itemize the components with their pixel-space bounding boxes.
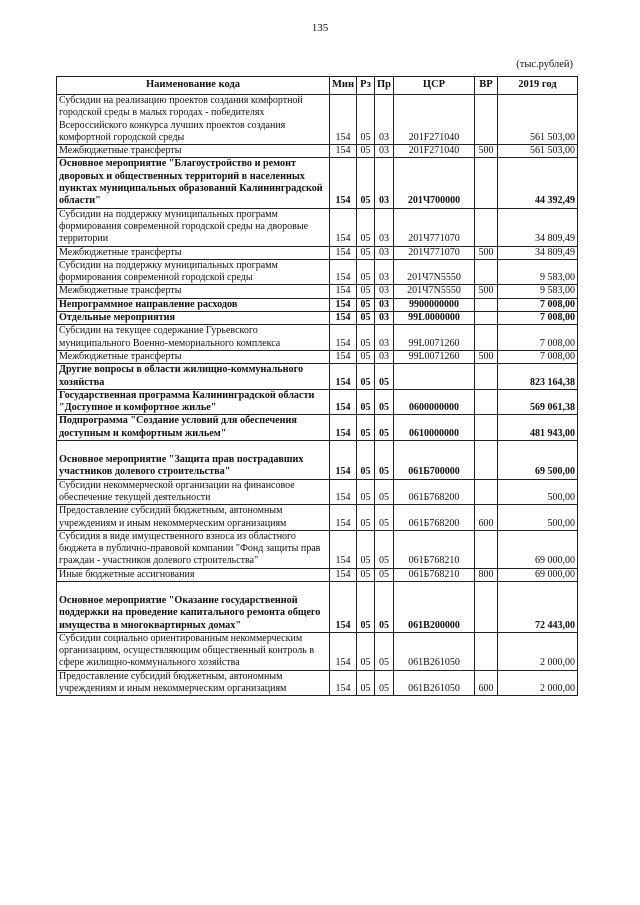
cell-amount: 500,00 bbox=[498, 505, 578, 531]
cell-amount: 9 583,00 bbox=[498, 285, 578, 298]
cell-amount: 7 008,00 bbox=[498, 350, 578, 363]
cell-amount: 500,00 bbox=[498, 479, 578, 505]
cell-pr: 05 bbox=[375, 364, 394, 390]
cell-rz: 05 bbox=[357, 364, 375, 390]
cell-amount: 481 943,00 bbox=[498, 415, 578, 441]
table-row bbox=[57, 530, 578, 568]
cell-csr: 99L0071260 bbox=[394, 325, 475, 351]
cell-amount: 44 392,49 bbox=[498, 158, 578, 208]
table-row bbox=[57, 670, 578, 696]
cell-name: Основное мероприятие "Защита прав пострадавших участников долевого строительства" bbox=[57, 441, 330, 480]
cell-pr: 03 bbox=[375, 95, 394, 145]
cell-rz: 05 bbox=[357, 350, 375, 363]
cell-amount: 561 503,00 bbox=[498, 145, 578, 158]
table-row bbox=[57, 441, 578, 480]
cell-pr: 03 bbox=[375, 285, 394, 298]
cell-amount: 69 500,00 bbox=[498, 441, 578, 480]
cell-min: 154 bbox=[330, 581, 357, 632]
cell-vr bbox=[475, 441, 498, 480]
cell-pr: 05 bbox=[375, 581, 394, 632]
cell-min: 154 bbox=[330, 95, 357, 145]
cell-min: 154 bbox=[330, 568, 357, 581]
cell-pr: 05 bbox=[375, 530, 394, 568]
cell-csr: 99L0000000 bbox=[394, 312, 475, 325]
cell-min: 154 bbox=[330, 350, 357, 363]
header-csr: ЦСР bbox=[394, 77, 475, 95]
cell-amount: 9 583,00 bbox=[498, 259, 578, 285]
cell-name: Межбюджетные трансферты bbox=[57, 246, 330, 259]
header-min: Мин bbox=[330, 77, 357, 95]
cell-name: Подпрограмма "Создание условий для обеспечения доступным и комфортным жильем" bbox=[57, 415, 330, 441]
cell-rz: 05 bbox=[357, 479, 375, 505]
cell-rz: 05 bbox=[357, 389, 375, 415]
cell-pr: 05 bbox=[375, 670, 394, 696]
cell-rz: 05 bbox=[357, 312, 375, 325]
table-row bbox=[57, 568, 578, 581]
cell-rz: 05 bbox=[357, 632, 375, 670]
cell-rz: 05 bbox=[357, 441, 375, 480]
cell-min: 154 bbox=[330, 298, 357, 311]
table-row bbox=[57, 350, 578, 363]
cell-name: Субсидии некоммерческой организации на финансовое обеспечение текущей деятельности bbox=[57, 479, 330, 505]
cell-name: Межбюджетные трансферты bbox=[57, 350, 330, 363]
cell-amount: 34 809,49 bbox=[498, 246, 578, 259]
table-row bbox=[57, 208, 578, 246]
cell-min: 154 bbox=[330, 208, 357, 246]
cell-name: Субсидии социально ориентированным некоммерческим организациям, осуществляющим общественный контроль в сфере жилищно-коммунального хозяйства bbox=[57, 632, 330, 670]
cell-amount: 34 809,49 bbox=[498, 208, 578, 246]
cell-name: Субсидии на реализацию проектов создания комфортной городской среды в малых городах - победителях Всероссийского конкурса лучших проектов создания комфортной городской среды bbox=[57, 95, 330, 145]
cell-csr: 99L0071260 bbox=[394, 350, 475, 363]
cell-vr bbox=[475, 312, 498, 325]
table-row bbox=[57, 632, 578, 670]
cell-min: 154 bbox=[330, 632, 357, 670]
cell-rz: 05 bbox=[357, 95, 375, 145]
table-row bbox=[57, 298, 578, 311]
table-row bbox=[57, 415, 578, 441]
cell-min: 154 bbox=[330, 285, 357, 298]
cell-name: Отдельные мероприятия bbox=[57, 312, 330, 325]
cell-amount: 7 008,00 bbox=[498, 325, 578, 351]
cell-name: Непрограммное направление расходов bbox=[57, 298, 330, 311]
cell-pr: 05 bbox=[375, 505, 394, 531]
header-year: 2019 год bbox=[498, 77, 578, 95]
table-row bbox=[57, 505, 578, 531]
cell-rz: 05 bbox=[357, 530, 375, 568]
cell-pr: 03 bbox=[375, 350, 394, 363]
table-row bbox=[57, 285, 578, 298]
cell-csr: 061В261050 bbox=[394, 632, 475, 670]
cell-vr bbox=[475, 325, 498, 351]
cell-pr: 03 bbox=[375, 208, 394, 246]
cell-min: 154 bbox=[330, 415, 357, 441]
cell-vr: 500 bbox=[475, 285, 498, 298]
cell-rz: 05 bbox=[357, 285, 375, 298]
cell-csr: 061Б768200 bbox=[394, 505, 475, 531]
cell-vr bbox=[475, 298, 498, 311]
cell-name: Иные бюджетные ассигнования bbox=[57, 568, 330, 581]
cell-name: Субсидия в виде имущественного взноса из областного бюджета в публично-правовой компании "Фонд защиты прав граждан - участников долевого строительства" bbox=[57, 530, 330, 568]
cell-amount: 7 008,00 bbox=[498, 312, 578, 325]
cell-amount: 569 061,38 bbox=[498, 389, 578, 415]
cell-vr: 500 bbox=[475, 145, 498, 158]
cell-name: Межбюджетные трансферты bbox=[57, 285, 330, 298]
page-number: 135 bbox=[311, 22, 329, 34]
cell-pr: 05 bbox=[375, 632, 394, 670]
cell-csr: 061В200000 bbox=[394, 581, 475, 632]
cell-vr bbox=[475, 259, 498, 285]
table-row bbox=[57, 364, 578, 390]
cell-pr: 03 bbox=[375, 312, 394, 325]
cell-amount: 69 000,00 bbox=[498, 530, 578, 568]
cell-csr: 061Б768210 bbox=[394, 530, 475, 568]
cell-vr bbox=[475, 95, 498, 145]
cell-vr: 600 bbox=[475, 505, 498, 531]
cell-name: Государственная программа Калининградской области "Доступное и комфортное жилье" bbox=[57, 389, 330, 415]
cell-name: Межбюджетные трансферты bbox=[57, 145, 330, 158]
cell-rz: 05 bbox=[357, 568, 375, 581]
cell-csr bbox=[394, 364, 475, 390]
cell-rz: 05 bbox=[357, 505, 375, 531]
cell-pr: 03 bbox=[375, 298, 394, 311]
cell-csr: 201F271040 bbox=[394, 95, 475, 145]
table-header-row bbox=[57, 77, 578, 95]
cell-amount: 72 443,00 bbox=[498, 581, 578, 632]
cell-vr bbox=[475, 158, 498, 208]
cell-amount: 561 503,00 bbox=[498, 95, 578, 145]
cell-amount: 2 000,00 bbox=[498, 670, 578, 696]
cell-pr: 03 bbox=[375, 246, 394, 259]
cell-vr bbox=[475, 632, 498, 670]
cell-rz: 05 bbox=[357, 259, 375, 285]
cell-pr: 05 bbox=[375, 568, 394, 581]
cell-rz: 05 bbox=[357, 208, 375, 246]
cell-amount: 2 000,00 bbox=[498, 632, 578, 670]
cell-rz: 05 bbox=[357, 158, 375, 208]
table-row bbox=[57, 581, 578, 632]
cell-vr bbox=[475, 479, 498, 505]
cell-pr: 03 bbox=[375, 325, 394, 351]
cell-vr bbox=[475, 208, 498, 246]
cell-vr bbox=[475, 581, 498, 632]
cell-min: 154 bbox=[330, 312, 357, 325]
cell-min: 154 bbox=[330, 259, 357, 285]
table-row bbox=[57, 95, 578, 145]
cell-rz: 05 bbox=[357, 415, 375, 441]
table-row bbox=[57, 479, 578, 505]
cell-csr: 0610000000 bbox=[394, 415, 475, 441]
cell-pr: 05 bbox=[375, 441, 394, 480]
cell-name: Субсидии на поддержку муниципальных программ формирования современной городской среды на дворовые территории bbox=[57, 208, 330, 246]
cell-csr: 0600000000 bbox=[394, 389, 475, 415]
cell-vr: 500 bbox=[475, 350, 498, 363]
header-vr: ВР bbox=[475, 77, 498, 95]
cell-csr: 201Ч7N5550 bbox=[394, 259, 475, 285]
cell-rz: 05 bbox=[357, 325, 375, 351]
table-row bbox=[57, 259, 578, 285]
header-rz: Рз bbox=[357, 77, 375, 95]
cell-csr: 061Б700000 bbox=[394, 441, 475, 480]
cell-name: Другие вопросы в области жилищно-коммунального хозяйства bbox=[57, 364, 330, 390]
cell-csr: 201Ч771070 bbox=[394, 208, 475, 246]
cell-rz: 05 bbox=[357, 581, 375, 632]
cell-pr: 05 bbox=[375, 389, 394, 415]
cell-min: 154 bbox=[330, 246, 357, 259]
cell-vr bbox=[475, 389, 498, 415]
cell-rz: 05 bbox=[357, 670, 375, 696]
cell-vr: 500 bbox=[475, 246, 498, 259]
cell-name: Предоставление субсидий бюджетным, автономным учреждениям и иным некоммерческим организациям bbox=[57, 505, 330, 531]
cell-min: 154 bbox=[330, 325, 357, 351]
cell-min: 154 bbox=[330, 441, 357, 480]
cell-min: 154 bbox=[330, 389, 357, 415]
cell-rz: 05 bbox=[357, 246, 375, 259]
cell-name: Основное мероприятие "Благоустройство и ремонт дворовых и общественных территорий в населенных пунктах муниципальных образований Калининградской области" bbox=[57, 158, 330, 208]
cell-min: 154 bbox=[330, 505, 357, 531]
cell-amount: 69 000,00 bbox=[498, 568, 578, 581]
cell-min: 154 bbox=[330, 670, 357, 696]
table-row bbox=[57, 389, 578, 415]
cell-vr bbox=[475, 415, 498, 441]
cell-csr: 201Ч700000 bbox=[394, 158, 475, 208]
header-name: Наименование кода bbox=[57, 77, 330, 95]
cell-vr: 800 bbox=[475, 568, 498, 581]
table-row bbox=[57, 246, 578, 259]
cell-csr: 061Б768200 bbox=[394, 479, 475, 505]
cell-amount: 7 008,00 bbox=[498, 298, 578, 311]
table-row bbox=[57, 145, 578, 158]
units-label: (тыс.рублей) bbox=[516, 59, 573, 70]
cell-csr: 201Ч7N5550 bbox=[394, 285, 475, 298]
cell-csr: 9900000000 bbox=[394, 298, 475, 311]
cell-pr: 03 bbox=[375, 158, 394, 208]
cell-rz: 05 bbox=[357, 145, 375, 158]
cell-name: Субсидии на поддержку муниципальных программ формирования современной городской среды bbox=[57, 259, 330, 285]
cell-csr: 201F271040 bbox=[394, 145, 475, 158]
table-body bbox=[57, 95, 578, 696]
cell-csr: 061Б768210 bbox=[394, 568, 475, 581]
cell-csr: 201Ч771070 bbox=[394, 246, 475, 259]
header-pr: Пр bbox=[375, 77, 394, 95]
cell-name: Предоставление субсидий бюджетным, автономным учреждениям и иным некоммерческим организациям bbox=[57, 670, 330, 696]
table-row bbox=[57, 158, 578, 208]
cell-rz: 05 bbox=[357, 298, 375, 311]
table-row bbox=[57, 312, 578, 325]
cell-vr bbox=[475, 364, 498, 390]
cell-amount: 823 164,38 bbox=[498, 364, 578, 390]
cell-vr: 600 bbox=[475, 670, 498, 696]
budget-table bbox=[56, 76, 578, 696]
cell-name: Субсидии на текущее содержание Гурьевского муниципального Военно-мемориального комплекса bbox=[57, 325, 330, 351]
cell-csr: 061В261050 bbox=[394, 670, 475, 696]
cell-pr: 03 bbox=[375, 145, 394, 158]
cell-min: 154 bbox=[330, 530, 357, 568]
cell-min: 154 bbox=[330, 364, 357, 390]
cell-pr: 05 bbox=[375, 415, 394, 441]
table-row bbox=[57, 325, 578, 351]
cell-min: 154 bbox=[330, 479, 357, 505]
cell-min: 154 bbox=[330, 145, 357, 158]
cell-pr: 05 bbox=[375, 479, 394, 505]
cell-min: 154 bbox=[330, 158, 357, 208]
cell-pr: 03 bbox=[375, 259, 394, 285]
cell-vr bbox=[475, 530, 498, 568]
cell-name: Основное мероприятие "Оказание государственной поддержки на проведение капитального ремонта общего имущества в многоквартирных домах" bbox=[57, 581, 330, 632]
